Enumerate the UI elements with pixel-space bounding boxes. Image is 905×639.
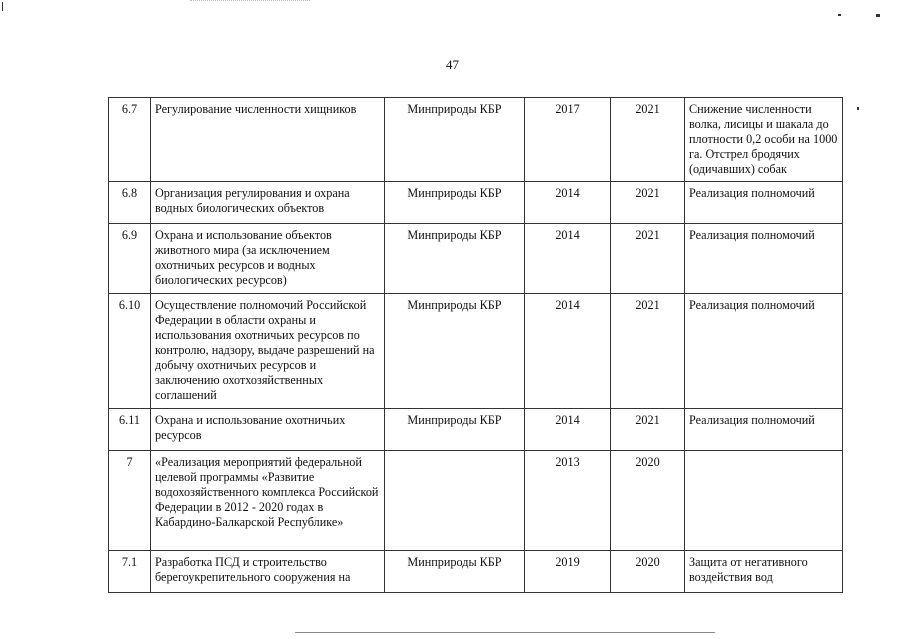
measure-title: Разработка ПСД и строительство берегоукрепительного сооружения на — [151, 551, 385, 593]
end-year: 2020 — [611, 451, 685, 551]
expected-result: Реализация полномочий — [685, 182, 843, 224]
executor: Минприроды КБР — [385, 409, 525, 451]
measure-title: Организация регулирования и охрана водных биологических объектов — [151, 182, 385, 224]
start-year: 2014 — [525, 294, 611, 409]
executor: Минприроды КБР — [385, 98, 525, 182]
end-year: 2021 — [611, 182, 685, 224]
expected-result: Реализация полномочий — [685, 409, 843, 451]
executor: Минприроды КБР — [385, 182, 525, 224]
scan-mark-left — [2, 2, 3, 11]
table-row — [109, 224, 843, 294]
table-row — [109, 551, 843, 593]
row-number: 7.1 — [109, 551, 151, 593]
start-year: 2013 — [525, 451, 611, 551]
page-number: 47 — [446, 57, 459, 72]
row-number: 6.9 — [109, 224, 151, 294]
end-year: 2021 — [611, 224, 685, 294]
scan-mark-right-1 — [838, 14, 841, 16]
measure-title: Осуществление полномочий Российской Федерации в области охраны и использования охотничьих ресурсов по контролю, надзору, выдаче разрешений на добычу охотничьих ресурсов и заключению охотхозяйственных соглашений — [151, 294, 385, 409]
executor: Минприроды КБР — [385, 294, 525, 409]
expected-result: Реализация полномочий — [685, 224, 843, 294]
row-number: 7 — [109, 451, 151, 551]
row-number: 6.11 — [109, 409, 151, 451]
program-measures-table — [108, 97, 843, 593]
start-year: 2017 — [525, 98, 611, 182]
end-year: 2021 — [611, 409, 685, 451]
measure-title: «Реализация мероприятий федеральной целевой программы «Развитие водохозяйственного комплекса Российской Федерации в 2012 - 2020 годах в Кабардино-Балкарской Республике» — [151, 451, 385, 551]
table-row — [109, 409, 843, 451]
expected-result: Реализация полномочий — [685, 294, 843, 409]
table-row — [109, 182, 843, 224]
scan-mark-margin — [857, 107, 859, 110]
start-year: 2014 — [525, 182, 611, 224]
row-number: 6.10 — [109, 294, 151, 409]
measure-title: Регулирование численности хищников — [151, 98, 385, 182]
end-year: 2021 — [611, 294, 685, 409]
end-year: 2020 — [611, 551, 685, 593]
start-year: 2014 — [525, 224, 611, 294]
row-number: 6.8 — [109, 182, 151, 224]
expected-result: Снижение численности волка, лисицы и шакала до плотности 0,2 особи на 1000 га. Отстрел бродячих (одичавших) собак — [685, 98, 843, 182]
measure-title: Охрана и использование объектов животного мира (за исключением охотничьих ресурсов и водных биологических ресурсов) — [151, 224, 385, 294]
start-year: 2019 — [525, 551, 611, 593]
end-year: 2021 — [611, 98, 685, 182]
table-row — [109, 294, 843, 409]
executor: Минприроды КБР — [385, 551, 525, 593]
scan-artifact-top — [190, 0, 310, 4]
table-row — [109, 451, 843, 551]
start-year: 2014 — [525, 409, 611, 451]
executor: Минприроды КБР — [385, 224, 525, 294]
expected-result: Защита от негативного воздействия вод — [685, 551, 843, 593]
executor — [385, 451, 525, 551]
row-number: 6.7 — [109, 98, 151, 182]
scan-mark-right-2 — [876, 14, 880, 17]
scan-artifact-bottom — [295, 632, 715, 635]
table-row — [109, 98, 843, 182]
expected-result — [685, 451, 843, 551]
measure-title: Охрана и использование охотничьих ресурсов — [151, 409, 385, 451]
